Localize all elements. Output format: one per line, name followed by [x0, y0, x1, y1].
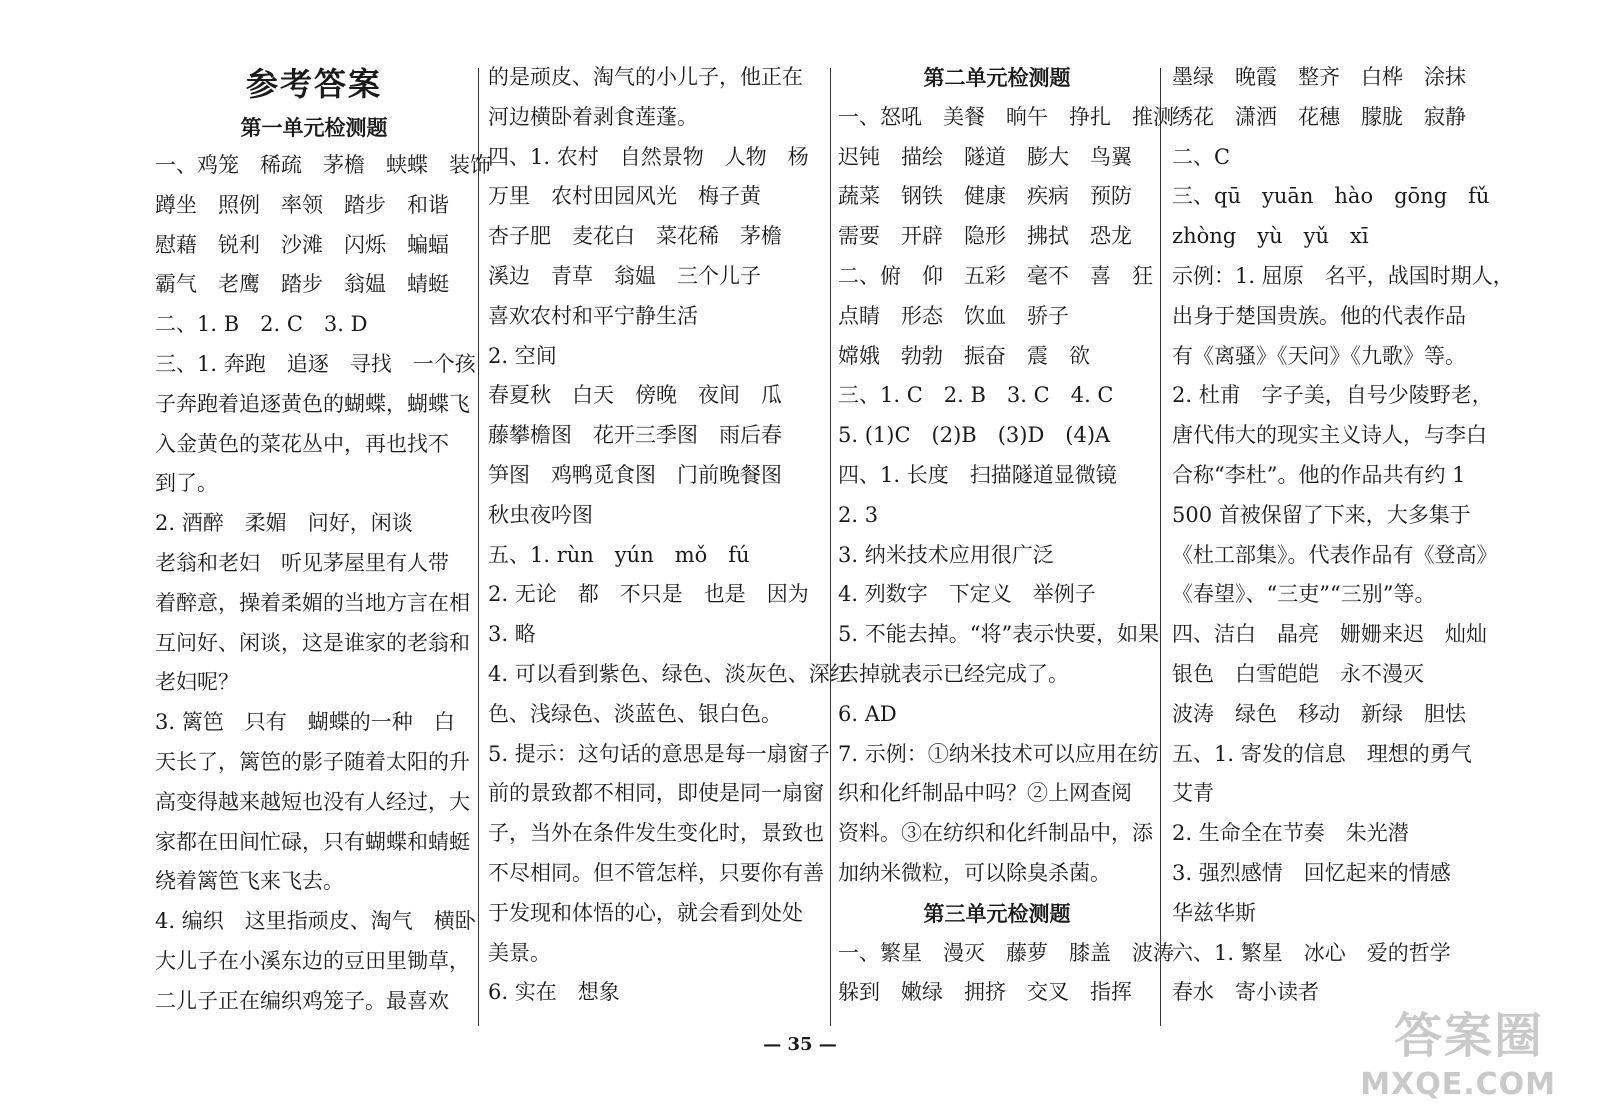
answer-line: 二儿子正在编织鸡笼子。最喜欢 [155, 988, 449, 1013]
column-4 [1172, 58, 1514, 1013]
answer-line: 子奔跑着追逐黄色的蝴蝶，蝴蝶飞 [155, 391, 470, 416]
answer-line: 6. AD [838, 701, 897, 726]
page-number: — 35 — [763, 1034, 837, 1055]
answer-line: 4. 编织 这里指顽皮、淘气 横卧 [155, 909, 476, 934]
answer-line: 5. 提示：这句话的意思是每一扇窗子 [488, 741, 830, 766]
answer-line: 大儿子在小溪东边的豆田里锄草， [155, 948, 470, 973]
watermark-url: MXQE.COM [1360, 1067, 1556, 1102]
answer-line: 四、洁白 晶亮 姗姗来迟 灿灿 [1172, 622, 1487, 647]
column-4-lines [1172, 58, 1514, 1013]
answer-line: 《春望》、“三吏”“三别”等。 [1172, 582, 1436, 607]
answer-line: 嫦娥 勃勃 振奋 震 欲 [838, 343, 1090, 368]
answer-line: 色、浅绿色、淡蓝色、银白色。 [488, 701, 782, 726]
answer-line: 喜欢农村和平宁静生活 [488, 303, 698, 328]
answer-line: 3. 篱笆 只有 蝴蝶的一种 白 [155, 710, 455, 735]
answer-line: 资料。③在纺织和化纤制品中，添 [838, 821, 1153, 846]
answer-line: 2. 酒醉 柔媚 问好，闲谈 [155, 511, 413, 536]
answer-line: 不尽相同。但不管怎样，只要你有善 [488, 860, 824, 885]
answer-line: 藤攀檐图 花开三季图 雨后春 [488, 423, 782, 448]
answer-line: 2. 3 [838, 502, 879, 527]
answer-line: 家都在田间忙碌，只有蝴蝶和蜻蜓 [155, 829, 470, 854]
answer-line: 蔬菜 钢铁 健康 疾病 预防 [838, 184, 1132, 209]
answer-line: 2. 杜甫 字子美，自号少陵野老， [1172, 383, 1493, 408]
answer-line: 天长了，篱笆的影子随着太阳的升 [155, 749, 470, 774]
answer-line: 绕着篱笆飞来飞去。 [155, 869, 344, 894]
answer-line: 3. 强烈感情 回忆起来的情感 [1172, 860, 1451, 885]
answer-line: 银色 白雪皑皑 永不漫灭 [1172, 661, 1424, 686]
answer-line: 织和化纤制品中吗？②上网查阅 [838, 781, 1132, 806]
answer-line: 慰藉 锐利 沙滩 闪烁 蝙蝠 [155, 232, 449, 257]
answer-line: 5. (1)C (2)B (3)D (4)A [838, 423, 1111, 448]
answer-line: 三、1. 奔跑 追逐 寻找 一个孩 [155, 351, 476, 376]
answer-line: 5. 不能去掉。“将”表示快要，如果 [838, 622, 1160, 647]
answer-line: 4. 列数字 下定义 举例子 [838, 582, 1096, 607]
column-1 [155, 58, 491, 1022]
answer-line: 一、繁星 漫灭 藤萝 膝盖 波涛 [838, 940, 1174, 965]
answer-line: 子，当外在条件发生变化时，景致也 [488, 821, 824, 846]
page-title: 参考答案 [245, 65, 382, 103]
answer-line: 霸气 老鹰 踏步 翁媪 蜻蜓 [155, 272, 449, 297]
answer-line: 的是顽皮、淘气的小儿子，他正在 [488, 65, 803, 89]
answer-line: 春水 寄小读者 [1172, 980, 1319, 1005]
answer-line: 蹲坐 照例 率领 踏步 和谐 [155, 192, 449, 217]
answer-line: 2. 无论 都 不只是 也是 因为 [488, 582, 809, 607]
column-2-lines [488, 58, 851, 1013]
answer-line: 加纳米微粒，可以除臭杀菌。 [838, 860, 1111, 885]
answer-line: 二、C [1172, 144, 1231, 169]
answer-line: 前的景致都不相同，即使是同一扇窗 [488, 781, 824, 806]
answer-line: 一、鸡笼 稀疏 茅檐 蛱蝶 装饰 [155, 153, 491, 177]
section-heading-unit-3: 第三单元检测题 [923, 900, 1071, 926]
answer-line: 笋图 鸡鸭觅食图 门前晚餐图 [488, 462, 782, 487]
answer-line: 到了。 [155, 471, 218, 496]
column-2 [488, 58, 851, 1013]
answer-line: 五、1. 寄发的信息 理想的勇气 [1172, 741, 1472, 766]
answer-line: 老翁和老妇 听见茅屋里有人带 [155, 550, 449, 575]
answer-line: 着醉意，操着柔媚的当地方言在相 [155, 590, 470, 615]
column-3-lines-a [838, 98, 1174, 894]
answer-line: 6. 实在 想象 [488, 980, 620, 1005]
answer-line: 出身于楚国贵族。他的代表作品 [1172, 303, 1466, 328]
watermark-logo: 答案圈 [1393, 1008, 1544, 1064]
answer-line: 华兹华斯 [1172, 900, 1256, 925]
answer-line: 唐代伟大的现实主义诗人，与李白 [1172, 423, 1487, 448]
answer-line: 互问好、闲谈，这是谁家的老翁和 [155, 630, 470, 655]
answer-line: 3. 纳米技术应用很广泛 [838, 542, 1054, 567]
answer-line: zhòng yù yǔ xī [1172, 224, 1369, 249]
column-1-lines [155, 146, 491, 1022]
answer-line: 躲到 嫩绿 拥挤 交叉 指挥 [838, 980, 1132, 1005]
column-divider [1160, 68, 1161, 1026]
answer-line: 五、1. rùn yún mǒ fú [488, 542, 750, 567]
answer-line: 万里 农村田园风光 梅子黄 [488, 184, 761, 209]
answer-line: 二、1. B 2. C 3. D [155, 312, 368, 337]
answer-line: 500 首被保留了下来，大多集于 [1172, 502, 1471, 527]
answer-line: 2. 空间 [488, 343, 557, 368]
column-divider [830, 68, 831, 1026]
answer-line: 点睛 形态 饮血 骄子 [838, 303, 1069, 328]
answer-line: 波涛 绿色 移动 新绿 胆怯 [1172, 701, 1466, 726]
answer-line: 四、1. 长度 扫描隧道显微镜 [838, 462, 1117, 487]
section-heading-unit-2: 第二单元检测题 [923, 65, 1071, 90]
column-divider [478, 68, 479, 1026]
answer-line: 合称“李杜”。他的作品共有约 1 [1172, 462, 1466, 487]
answer-line: 于发现和体悟的心，就会看到处处 [488, 900, 803, 925]
answer-line: 三、1. C 2. B 3. C 4. C [838, 383, 1114, 408]
answer-line: 7. 示例：①纳米技术可以应用在纺 [838, 741, 1159, 766]
answer-line: 有《离骚》《天问》《九歌》等。 [1172, 343, 1466, 368]
answer-line: 四、1. 农村 自然景物 人物 杨 [488, 144, 809, 169]
answer-line: 一、怒吼 美餐 晌午 挣扎 推测 [838, 104, 1174, 129]
answer-line: 《杜工部集》。代表作品有《登高》 [1172, 542, 1498, 567]
answer-line: 墨绿 晚霞 整齐 白桦 涂抹 [1172, 65, 1466, 89]
answer-line: 2. 生命全在节奏 朱光潜 [1172, 821, 1409, 846]
answer-line: 老妇呢？ [155, 670, 239, 695]
answer-line: 绣花 潇洒 花穗 朦胧 寂静 [1172, 104, 1466, 129]
answer-line: 3. 略 [488, 622, 536, 647]
answer-line: 需要 开辟 隐形 拂拭 恐龙 [838, 224, 1132, 249]
answer-line: 艾青 [1172, 781, 1214, 806]
column-3-lines-b [838, 934, 1174, 1014]
section-heading-unit-1: 第一单元检测题 [240, 115, 388, 140]
answer-line: 二、俯 仰 五彩 毫不 喜 狂 [838, 263, 1153, 288]
answer-line: 六、1. 繁星 冰心 爱的哲学 [1172, 940, 1451, 965]
answer-line: 美景。 [488, 940, 551, 965]
answer-line: 4. 可以看到紫色、绿色、淡灰色、深红 [488, 661, 851, 686]
answer-line: 杏子肥 麦花白 菜花稀 茅檐 [488, 224, 782, 249]
answer-line: 三、qū yuān hào gōng fǔ [1172, 184, 1490, 209]
answer-line: 示例：1. 屈原 名平，战国时期人， [1172, 263, 1514, 288]
answer-line: 去掉就表示已经完成了。 [838, 661, 1069, 686]
answer-line: 入金黄色的菜花丛中，再也找不 [155, 431, 449, 456]
answer-line: 高变得越来越短也没有人经过，大 [155, 789, 470, 814]
column-3 [838, 58, 1174, 1013]
answer-line: 迟钝 描绘 隧道 膨大 鸟翼 [838, 144, 1132, 169]
answer-line: 溪边 青草 翁媪 三个儿子 [488, 263, 761, 288]
answer-line: 秋虫夜吟图 [488, 502, 593, 527]
answer-line: 河边横卧着剥食莲蓬。 [488, 104, 698, 129]
answer-line: 春夏秋 白天 傍晚 夜间 瓜 [488, 383, 782, 408]
